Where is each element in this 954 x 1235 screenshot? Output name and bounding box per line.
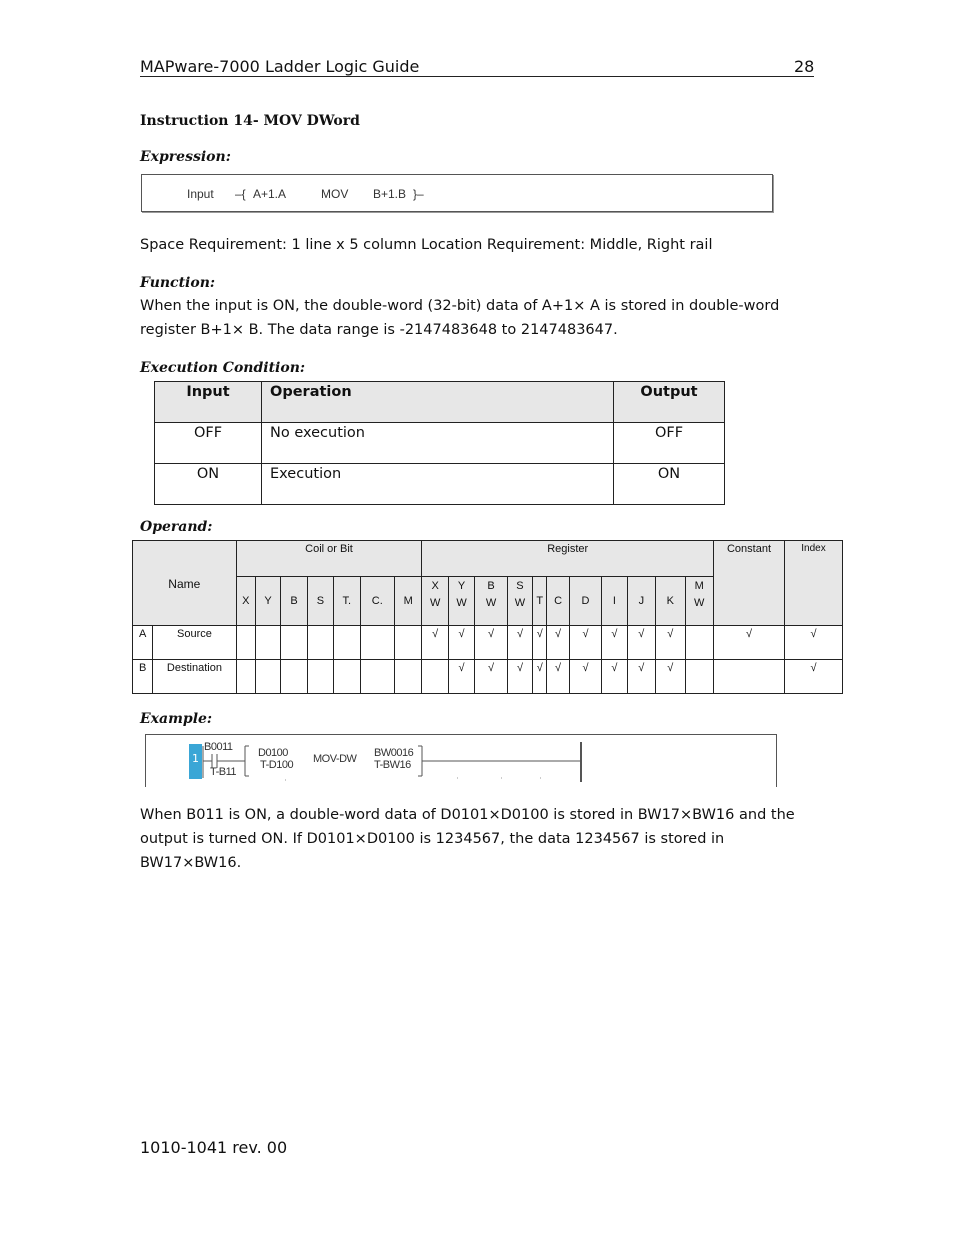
- expression-input: Input: [187, 187, 214, 201]
- expression-label: Expression:: [140, 149, 231, 165]
- operand-subheader: S W: [507, 577, 532, 626]
- operand-cell: √: [569, 626, 602, 660]
- example-label: Example:: [140, 711, 213, 727]
- operand-cell: √: [475, 660, 508, 694]
- operand-subheader: D: [569, 577, 602, 626]
- operand-cell: √: [785, 660, 843, 694]
- footer-text: 1010-1041 rev. 00: [140, 1138, 288, 1157]
- location-requirement: Location Requirement: Middle, Right rail: [421, 237, 713, 253]
- operand-subheader: X W: [422, 577, 448, 626]
- operand-cell: [236, 660, 255, 694]
- ladder-lines: [145, 734, 775, 786]
- operand-cell: [360, 626, 395, 660]
- operand-subheader: B: [281, 577, 307, 626]
- operand-cell: √: [533, 626, 547, 660]
- operand-subheader: Y W: [448, 577, 474, 626]
- operand-cell: √: [656, 660, 685, 694]
- operand-subheader: T: [533, 577, 547, 626]
- ladder-dest-tag: T-BW16: [374, 759, 411, 771]
- execution-header-row: [155, 382, 725, 423]
- operand-cell: √: [507, 660, 532, 694]
- operand-row-destination: [133, 660, 843, 694]
- header-title: MAPware-7000 Ladder Logic Guide: [140, 57, 420, 76]
- operand-cell: √: [547, 660, 569, 694]
- execution-cell: Execution: [262, 464, 614, 505]
- operand-subheader: C: [547, 577, 569, 626]
- operand-group-coil: Coil or Bit: [236, 541, 422, 577]
- function-text: When the input is ON, the double-word (32-bit) data of A+1× A is stored in double-word register B+1× B. The data range is -2147483648 to 2147483647.: [140, 298, 780, 338]
- operand-cell: √: [627, 660, 655, 694]
- operand-cell: [685, 626, 713, 660]
- expression-op: MOV: [321, 187, 349, 201]
- execution-cell: ON: [155, 464, 262, 505]
- operand-cell: √: [533, 660, 547, 694]
- expression-source: A+1.A: [253, 187, 287, 201]
- operand-subheader: B W: [475, 577, 508, 626]
- operand-cell: [236, 626, 255, 660]
- space-requirement: Space Requirement: 1 line x 5 column: [140, 237, 417, 253]
- operand-label: Operand:: [140, 519, 213, 535]
- operand-group-index: Index: [785, 541, 843, 626]
- example-text: When B011 is ON, a double-word data of D0101×D0100 is stored in BW17×BW16 and the output is turned ON. If D0101×D0100 is 1234567, the data 1234567 is stored in BW17×BW16.: [140, 807, 795, 871]
- operand-cell: [685, 660, 713, 694]
- execution-label: Execution Condition:: [140, 360, 306, 376]
- rung-number: 1: [192, 752, 199, 765]
- operand-subheader: T.: [334, 577, 360, 626]
- operand-table: [132, 540, 843, 694]
- operand-row-letter: A: [133, 626, 153, 660]
- operand-cell: [422, 660, 448, 694]
- execution-cell: No execution: [262, 423, 614, 464]
- expression-close-bracket: }–: [413, 187, 424, 201]
- operand-row-name: Source: [153, 626, 236, 660]
- function-label: Function:: [140, 275, 216, 291]
- execution-header-operation: Operation: [262, 382, 614, 423]
- operand-cell: √: [475, 626, 508, 660]
- ladder-dest-address: BW0016: [374, 747, 414, 759]
- operand-cell: [334, 626, 360, 660]
- operand-subheader: M: [395, 577, 422, 626]
- operand-cell: √: [785, 626, 843, 660]
- operand-cell: √: [627, 626, 655, 660]
- execution-cell: ON: [614, 464, 725, 505]
- header-rule: [140, 76, 814, 77]
- operand-cell: √: [656, 626, 685, 660]
- operand-cell: [395, 626, 422, 660]
- operand-subheader: M W: [685, 577, 713, 626]
- expression-box: [141, 174, 773, 212]
- operand-subheader: S: [307, 577, 333, 626]
- ladder-contact-address: B0011: [204, 741, 233, 753]
- execution-row: [155, 464, 725, 505]
- operand-cell: [307, 626, 333, 660]
- operand-subheader: K: [656, 577, 685, 626]
- execution-header-input: Input: [155, 382, 262, 423]
- operand-name-header: Name: [133, 541, 237, 626]
- expression-open-bracket: –{: [235, 187, 246, 201]
- operand-cell: [334, 660, 360, 694]
- expression-dest: B+1.B: [373, 187, 407, 201]
- page-number: 28: [794, 57, 815, 76]
- ladder-source-tag: T-D100: [260, 759, 294, 771]
- operand-cell: [360, 660, 395, 694]
- execution-row: [155, 423, 725, 464]
- operand-cell: √: [569, 660, 602, 694]
- operand-cell: √: [422, 626, 448, 660]
- execution-cell: OFF: [155, 423, 262, 464]
- operand-subheader: C.: [360, 577, 395, 626]
- operand-cell: √: [602, 660, 627, 694]
- operand-cell: [281, 626, 307, 660]
- ladder-source-address: D0100: [258, 747, 288, 759]
- operand-cell: [255, 626, 280, 660]
- operand-subheader: X: [236, 577, 255, 626]
- operand-cell: [713, 660, 784, 694]
- operand-subheader: I: [602, 577, 627, 626]
- operand-row-name: Destination: [153, 660, 236, 694]
- operand-group-register: Register: [422, 541, 713, 577]
- operand-row-source: [133, 626, 843, 660]
- operand-row-letter: B: [133, 660, 153, 694]
- instruction-title: Instruction 14- MOV DWord: [140, 113, 360, 129]
- execution-cell: OFF: [614, 423, 725, 464]
- execution-table: [154, 381, 725, 505]
- operand-cell: [395, 660, 422, 694]
- operand-subheader: J: [627, 577, 655, 626]
- operand-subheader: Y: [255, 577, 280, 626]
- operand-cell: √: [507, 626, 532, 660]
- operand-cell: √: [547, 626, 569, 660]
- operand-cell: √: [448, 626, 474, 660]
- ladder-operation: MOV-DW: [313, 753, 357, 765]
- execution-header-output: Output: [614, 382, 725, 423]
- operand-cell: [307, 660, 333, 694]
- operand-cell: [281, 660, 307, 694]
- operand-cell: √: [602, 626, 627, 660]
- ladder-contact-tag: T-B11: [210, 766, 237, 778]
- operand-cell: √: [713, 626, 784, 660]
- operand-cell: √: [448, 660, 474, 694]
- operand-cell: [255, 660, 280, 694]
- operand-group-constant: Constant: [713, 541, 784, 626]
- operand-group-row: [133, 541, 843, 577]
